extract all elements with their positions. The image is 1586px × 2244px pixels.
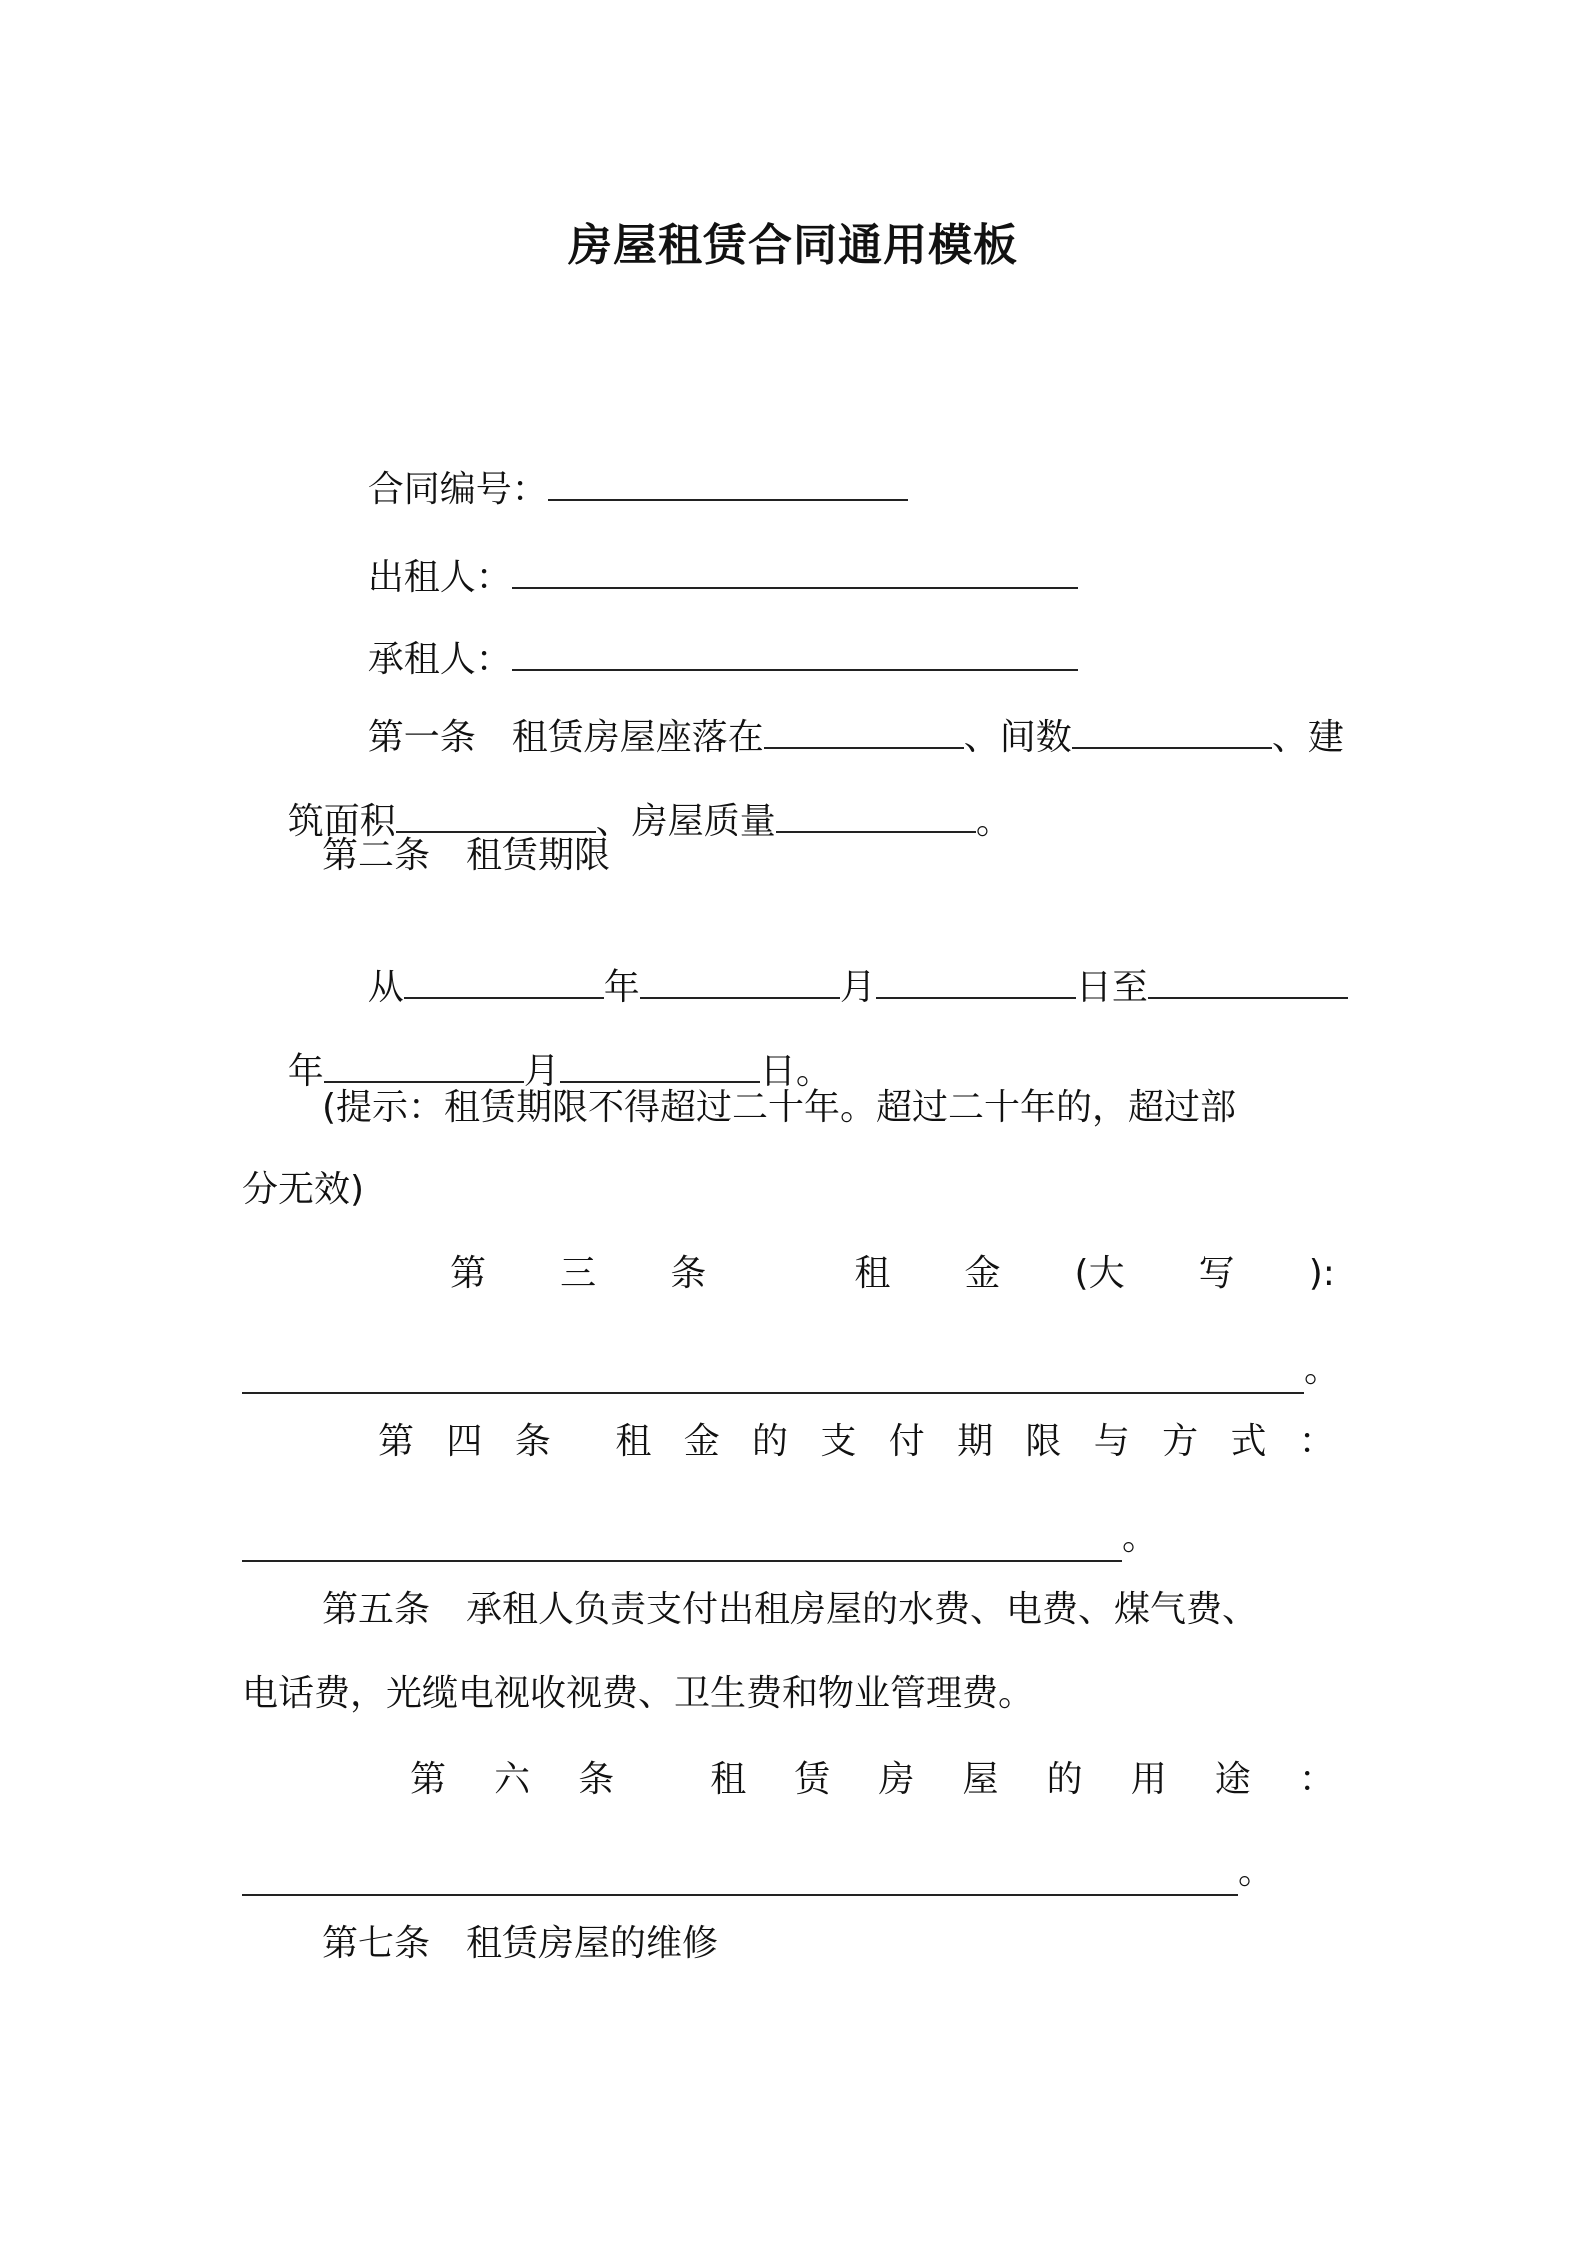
article3-char: 第: [450, 1253, 487, 1294]
end-day-blank[interactable]: [560, 1051, 760, 1083]
article3-char: 租: [854, 1253, 891, 1294]
article6-char: 第: [410, 1759, 447, 1800]
article4-char: 式: [1230, 1421, 1267, 1462]
article4-heading: [378, 1418, 1335, 1466]
article6-char: 租: [710, 1759, 747, 1800]
lessor-label: 出租人：: [367, 557, 512, 598]
day-end-label: 日。: [759, 1051, 832, 1092]
lessee-label: 承租人：: [367, 639, 512, 680]
article4-char: 四: [446, 1421, 483, 1462]
article4-char: 与: [1093, 1421, 1130, 1462]
article6-blank-line: [242, 1848, 1274, 1896]
start-month-blank[interactable]: [640, 967, 840, 999]
article3-end: 。: [1304, 1349, 1341, 1390]
article1-end: 。: [975, 801, 1012, 842]
article2-note-line2: 分无效): [242, 1169, 365, 1210]
area-blank[interactable]: [396, 801, 596, 833]
article6-char: 的: [1046, 1759, 1083, 1800]
year2-label: 年: [287, 1051, 324, 1092]
end-month-blank[interactable]: [324, 1051, 524, 1083]
article5-line2: 电话费，光缆电视收视费、卫生费和物业管理费。: [242, 1673, 1035, 1714]
article4-char: 付: [888, 1421, 925, 1462]
lessor-blank[interactable]: [512, 557, 1078, 589]
article1-sep1: 、间数: [963, 717, 1072, 758]
article3-heading: [450, 1250, 1335, 1298]
article5-line1: 第五条 承租人负责支付出租房屋的水费、电费、煤气费、: [322, 1589, 1259, 1630]
end-year-blank[interactable]: [1148, 967, 1348, 999]
usage-blank[interactable]: [242, 1864, 1238, 1896]
rooms-blank[interactable]: [1072, 717, 1272, 749]
article1-sep2: 、建: [1271, 717, 1344, 758]
article6-char: 六: [494, 1759, 531, 1800]
article4-char: 金: [683, 1421, 720, 1462]
article4-char: 租: [615, 1421, 652, 1462]
article3-char: (大: [1074, 1253, 1125, 1294]
document-title: 房屋租赁合同通用模板: [568, 220, 1018, 271]
contract-number-blank[interactable]: [548, 469, 908, 501]
article6-char: 屋: [962, 1759, 999, 1800]
article4-char: 支: [820, 1421, 857, 1462]
article6-char: ：: [1298, 1759, 1335, 1800]
article6-char: 赁: [794, 1759, 831, 1800]
article4-blank-line: [242, 1514, 1158, 1562]
article6-char: 用: [1130, 1759, 1167, 1800]
article6-char: 条: [578, 1759, 615, 1800]
article6-char: 途: [1214, 1759, 1251, 1800]
article6-char: 房: [878, 1759, 915, 1800]
article3-char: 写: [1198, 1253, 1235, 1294]
year-label: 年: [603, 967, 640, 1008]
article6-heading: [410, 1756, 1335, 1804]
article1-lead: 第一条 租赁房屋座落在: [367, 717, 764, 758]
from-label: 从: [367, 967, 404, 1008]
rent-amount-blank[interactable]: [242, 1362, 1304, 1394]
article1-sep3: 、房屋质量: [595, 801, 776, 842]
article3-blank-line: [242, 1346, 1340, 1394]
article3-char: 条: [670, 1253, 707, 1294]
start-year-blank[interactable]: [404, 967, 604, 999]
start-day-blank[interactable]: [876, 967, 1076, 999]
article4-char: ：: [1298, 1421, 1335, 1462]
article4-char: 第: [378, 1421, 415, 1462]
article7-heading: 第七条 租赁房屋的维修: [322, 1923, 719, 1964]
article3-char: 金: [964, 1253, 1001, 1294]
article1-line2-lead: 筑面积: [287, 801, 396, 842]
article4-char: 方: [1162, 1421, 1199, 1462]
article4-char: 的: [752, 1421, 789, 1462]
article4-char: 限: [1025, 1421, 1062, 1462]
month2-label: 月: [523, 1051, 560, 1092]
month-label: 月: [839, 967, 876, 1008]
article2-note-line1: (提示：租赁期限不得超过二十年。超过二十年的，超过部: [322, 1087, 1237, 1128]
article4-char: 期: [957, 1421, 994, 1462]
quality-blank[interactable]: [776, 801, 976, 833]
article4-end: 。: [1122, 1517, 1159, 1558]
article3-char: 三: [560, 1253, 597, 1294]
payment-terms-blank[interactable]: [242, 1530, 1122, 1562]
article2-heading: 第二条 租赁期限: [322, 835, 611, 876]
day-to-label: 日至: [1075, 967, 1148, 1008]
location-blank[interactable]: [764, 717, 964, 749]
article6-end: 。: [1238, 1851, 1275, 1892]
contract-number-label: 合同编号：: [367, 469, 548, 510]
article3-char: ):: [1308, 1253, 1335, 1294]
article4-char: 条: [514, 1421, 551, 1462]
